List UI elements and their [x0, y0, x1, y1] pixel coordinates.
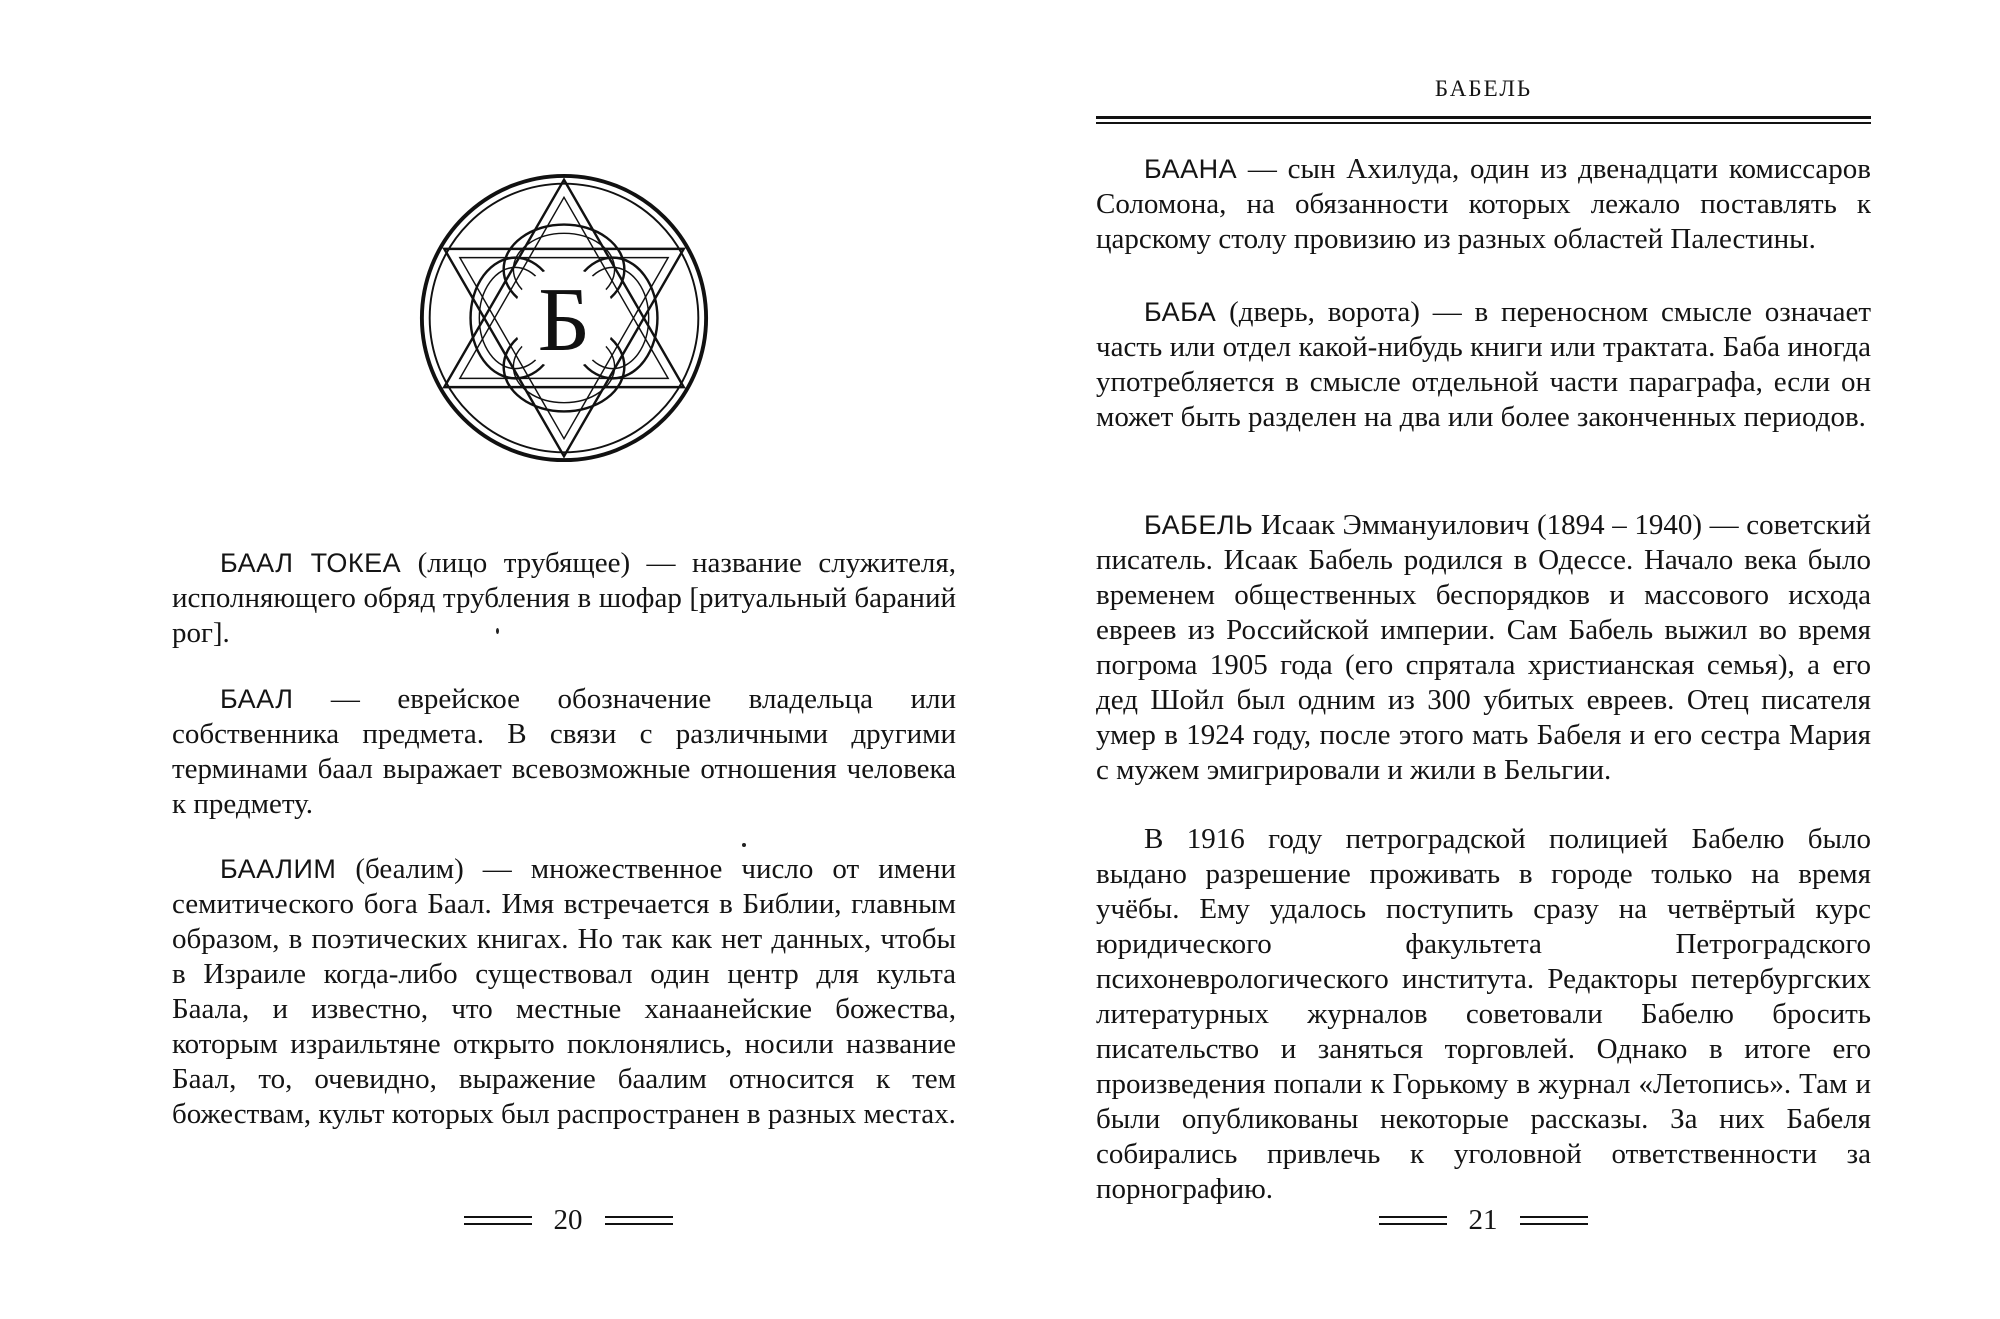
page-number-right: [1373, 1200, 1593, 1240]
header-rule: [1096, 116, 1871, 124]
entry-text: (беалим) — множественное число от имени семитического бога Баал. Имя встречается в Библии, главным образом, в поэтических книгах. Но так как нет данных, чтобы в Израиле когда-либо существовал один центр для культа Баала, и известно, что местные ханаанейские божества, которым израильтяне открыто поклонялись, носили название Баал, то, очевидно, выражение баалим относится к тем божествам, культ которых был распространен в разных местах.: [172, 853, 956, 1130]
emblem-letter: Б: [537, 268, 591, 371]
entry-baana: [1096, 152, 1871, 257]
entry-term: БАБЕЛЬ: [1144, 510, 1254, 540]
entry-baalim: [172, 852, 956, 1132]
folio-ornament: [605, 1216, 673, 1225]
folio-ornament: [464, 1216, 532, 1225]
print-speck: [496, 628, 499, 634]
entry-text: — сын Ахилуда, один из двенадцати комиссаров Соломона, на обязанности которых лежало поставлять к царскому столу провизию из разных областей Палестины.: [1096, 153, 1871, 255]
entry-text: Исаак Эммануилович (1894 – 1940) — советский писатель. Исаак Бабель родился в Одессе. Начало века было временем общественных беспорядков и массового исхода евреев из Российской империи. Сам Бабель выжил во время погрома 1905 года (его спрятала христианская семья), а его дед Шойл был одним из 300 убитых евреев. Отец писателя умер в 1924 году, после этого мать Бабеля и его сестра Мария с мужем эмигрировали и жили в Бельгии.: [1096, 509, 1871, 786]
entry-babel: [1096, 508, 1871, 788]
entry-babel-continued: [1096, 822, 1871, 1207]
right-page: [1000, 0, 2000, 1319]
page-number: 21: [1468, 1203, 1498, 1236]
folio-ornament: [1520, 1216, 1588, 1225]
entry-text: (дверь, ворота) — в переносном смысле означает часть или отдел какой-нибудь книги или трактата. Баба иногда употребляется в смысле отдельной части параграфа, если он может быть разделен на два или более законченных периодов.: [1096, 296, 1871, 433]
folio-ornament: [1379, 1216, 1447, 1225]
page-number-left: [458, 1200, 678, 1240]
entry-term: БААЛ: [220, 684, 294, 714]
entry-text: — еврейское обозначение владельца или собственника предмета. В связи с различными другими терминами баал выражает всевозможные отношения человека к предмету.: [172, 683, 956, 820]
entry-baal-tokea: [172, 546, 956, 651]
entry-text: (лицо трубящее) — название служителя, исполняющего обряд трубления в шофар [ритуальный бараний рог].: [172, 547, 956, 649]
entry-text: В 1916 году петроградской полицией Бабелю было выдано разрешение проживать в городе только на время учёбы. Ему удалось поступить сразу на четвёртый курс юридического факультета Петроградского психоневрологического института. Редакторы петербургских литературных журналов советовали Бабелю бросить писательство и заняться торговлей. Однако в итоге его произведения попали к Горькому в журнал «Летопись». Там и были опубликованы некоторые рассказы. За них Бабеля собирались привлечь к уголовной ответственности за порнографию.: [1096, 823, 1871, 1205]
running-head: БАБЕЛЬ: [1434, 76, 1533, 101]
entry-term: БАБА: [1144, 297, 1217, 327]
entry-term: БААНА: [1144, 154, 1238, 184]
entry-baba: [1096, 295, 1871, 435]
page-number: 20: [553, 1203, 583, 1236]
entry-term: БААЛИМ: [220, 854, 337, 884]
entry-term: БААЛ ТОКЕА: [220, 548, 402, 578]
entry-baal: [172, 682, 956, 822]
star-of-david-emblem-icon: [418, 172, 710, 464]
print-speck: [742, 843, 746, 847]
